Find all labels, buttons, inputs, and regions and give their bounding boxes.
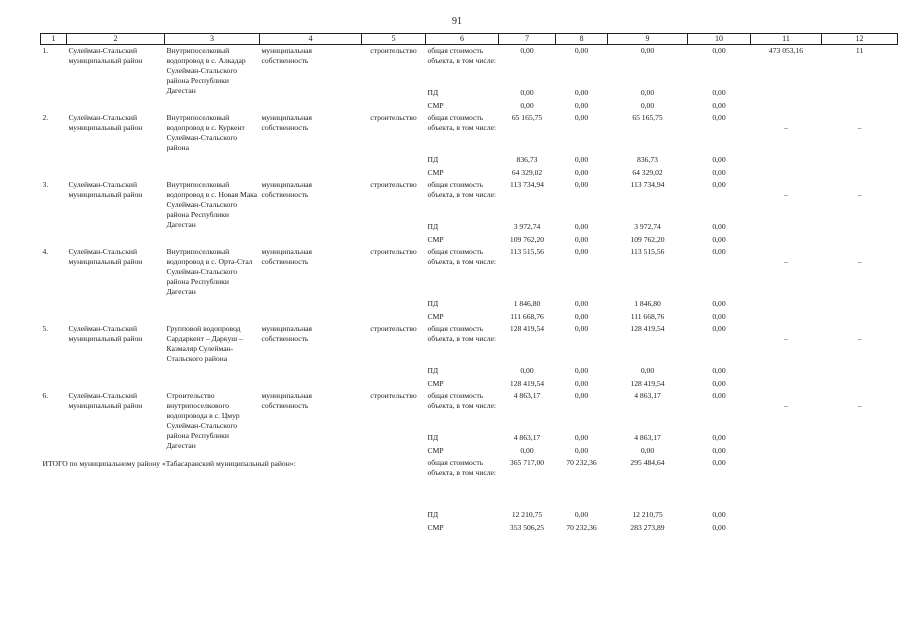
dash: – xyxy=(857,401,862,410)
object-cell: Строительство внутрипоселкового водопровода в с. Цмур Сулейман-Стальского района Республики Дагестан xyxy=(166,391,240,450)
col-header: 5 xyxy=(362,34,426,45)
pd-col7: 0,00 xyxy=(520,87,534,97)
pd-label: ПД xyxy=(427,365,439,375)
total-row xyxy=(41,457,898,508)
pd-col9: 12 210,75 xyxy=(632,509,663,519)
smr-col10: 0,00 xyxy=(712,378,726,388)
dash: – xyxy=(857,190,862,199)
smr-col7: 64 329,02 xyxy=(511,167,543,177)
col-header: 8 xyxy=(556,34,608,45)
smr-col7: 0,00 xyxy=(520,445,534,455)
pd-col10: 0,00 xyxy=(712,87,726,97)
value-col10: 0,00 xyxy=(712,113,726,122)
pd-col9: 1 846,80 xyxy=(634,298,661,308)
table-row xyxy=(41,112,898,153)
page-number: 91 xyxy=(452,16,462,27)
pd-col10: 0,00 xyxy=(712,509,726,519)
object-cell: Внутрипоселковый водопровод в с. Куркент Сулейман-Стальского района xyxy=(166,113,245,152)
pd-col9: 0,00 xyxy=(640,365,655,375)
dash: – xyxy=(784,401,788,410)
smr-col10: 0,00 xyxy=(712,522,726,532)
ownership-cell: муниципальная собственность xyxy=(261,113,313,132)
value-col8: 0,00 xyxy=(574,391,589,400)
smr-col8: 0,00 xyxy=(574,378,589,388)
dash: – xyxy=(857,257,862,266)
pd-col10: 0,00 xyxy=(712,154,726,164)
value-col8: 0,00 xyxy=(574,324,589,333)
district-cell: Сулейман-Стальский муниципальный район xyxy=(68,113,143,132)
work-type-cell: строительство xyxy=(362,45,426,113)
smr-col10: 0,00 xyxy=(712,311,726,321)
ownership-cell: муниципальная собственность xyxy=(260,45,362,113)
value-col10: 0,00 xyxy=(688,45,751,87)
pd-col9: 836,73 xyxy=(637,154,658,164)
pd-col10: 0,00 xyxy=(712,365,726,375)
pd-col7: 1 846,80 xyxy=(513,298,541,308)
pd-label: ПД xyxy=(427,87,439,97)
total-col7: 365 717,00 xyxy=(509,458,545,467)
empty-cell xyxy=(751,457,822,534)
pd-col9: 4 863,17 xyxy=(634,432,661,442)
table-row xyxy=(41,45,898,87)
district-cell: Сулейман-Стальский муниципальный район xyxy=(68,247,143,266)
work-type-cell: строительство xyxy=(370,391,417,400)
object-cell: Внутрипоселковый водопровод в с. Новая Мака Сулейман-Стальского района Республики Дагестан xyxy=(166,180,258,229)
district-cell: Сулейман-Стальский муниципальный район xyxy=(68,391,143,410)
value-col12 xyxy=(822,179,898,246)
district-cell: Сулейман-Стальский муниципальный район xyxy=(68,180,143,199)
value-col12 xyxy=(822,246,898,323)
value-col8: 0,00 xyxy=(556,45,608,87)
row-number: 3. xyxy=(42,180,49,189)
ownership-cell: муниципальная собственность xyxy=(261,247,313,266)
pd-col9: 0,00 xyxy=(640,87,655,97)
pd-col7: 0,00 xyxy=(520,365,534,375)
column-number-row xyxy=(41,34,898,45)
data-table xyxy=(40,33,898,534)
row-number: 4. xyxy=(42,247,49,256)
value-col11 xyxy=(751,112,822,179)
col-header: 1 xyxy=(41,34,67,45)
smr-label: СМР xyxy=(427,311,444,321)
value-col8: 0,00 xyxy=(574,113,589,122)
total-col9: 295 484,64 xyxy=(630,458,665,467)
pd-col8: 0,00 xyxy=(574,154,589,164)
table-row xyxy=(41,390,898,431)
total-col10: 0,00 xyxy=(712,458,726,467)
pd-label: ПД xyxy=(427,221,439,231)
value-col12 xyxy=(822,390,898,457)
smr-col7: 353 506,25 xyxy=(509,522,545,532)
smr-col9: 109 762,20 xyxy=(630,234,665,244)
value-col10: 0,00 xyxy=(712,180,726,189)
object-cell: Внутрипоселковый водопровод в с. Алкадар Сулейман-Стальского района Республики Дагестан xyxy=(165,45,260,113)
col-header: 2 xyxy=(67,34,165,45)
dash: – xyxy=(784,257,788,266)
dash: – xyxy=(784,123,788,132)
value-col9: 128 419,54 xyxy=(630,324,665,333)
row-number: 1. xyxy=(41,45,67,113)
value-col8: 0,00 xyxy=(574,247,589,256)
value-col11 xyxy=(751,390,822,457)
smr-label: СМР xyxy=(427,167,444,177)
ownership-cell: муниципальная собственность xyxy=(261,180,313,199)
pd-col10: 0,00 xyxy=(712,221,726,231)
row-number: 6. xyxy=(42,391,49,400)
work-type-cell: строительство xyxy=(370,180,417,189)
value-col7: 113 734,94 xyxy=(510,180,544,189)
smr-col9: 128 419,54 xyxy=(630,378,665,388)
pd-col9: 3 972,74 xyxy=(634,221,661,231)
smr-label: СМР xyxy=(427,378,444,388)
value-col9: 65 165,75 xyxy=(632,113,663,122)
value-col11: 473 053,16 xyxy=(751,45,822,113)
dash: – xyxy=(857,334,862,343)
smr-col9: 0,00 xyxy=(640,100,655,110)
cost-label: общая стоимость объекта, в том числе: xyxy=(427,391,497,410)
value-col9: 0,00 xyxy=(608,45,688,87)
work-type-cell: строительство xyxy=(370,247,417,256)
table-row xyxy=(41,179,898,220)
col-header: 7 xyxy=(499,34,556,45)
smr-col10: 0,00 xyxy=(712,234,726,244)
pd-col8: 0,00 xyxy=(574,87,589,97)
col-header: 11 xyxy=(751,34,822,45)
smr-col9: 0,00 xyxy=(640,445,655,455)
smr-col7: 128 419,54 xyxy=(509,378,545,388)
smr-col8: 70 232,36 xyxy=(566,522,597,532)
col-header: 6 xyxy=(426,34,499,45)
value-col9: 4 863,17 xyxy=(634,391,661,400)
value-col7: 0,00 xyxy=(499,45,556,87)
pd-label: ПД xyxy=(427,509,439,519)
smr-col9: 283 273,89 xyxy=(630,522,665,532)
object-cell: Групповой водопровод Сардаркент – Даркуш – Казмаляр Сулейман-Стальского района xyxy=(166,324,243,363)
value-col10: 0,00 xyxy=(712,247,726,256)
dash: – xyxy=(784,190,788,199)
smr-label: СМР xyxy=(427,522,444,532)
pd-col10: 0,00 xyxy=(712,298,726,308)
smr-col9: 64 329,02 xyxy=(632,167,663,177)
col-header: 3 xyxy=(165,34,260,45)
value-col10: 0,00 xyxy=(712,391,726,400)
smr-col10: 0,00 xyxy=(712,167,726,177)
pd-col8: 0,00 xyxy=(574,298,589,308)
total-col8: 70 232,36 xyxy=(566,458,597,467)
ownership-cell: муниципальная собственность xyxy=(261,324,313,343)
table-row xyxy=(41,323,898,364)
value-col7: 65 165,75 xyxy=(511,113,543,122)
value-col11 xyxy=(751,246,822,323)
smr-col8: 0,00 xyxy=(574,311,589,321)
pd-col8: 0,00 xyxy=(574,432,589,442)
cost-label: общая стоимость объекта, в том числе: xyxy=(427,113,497,132)
row-number: 2. xyxy=(42,113,49,122)
cost-label: общая стоимость объекта, в том числе: xyxy=(427,180,497,199)
empty-cell xyxy=(822,457,898,534)
smr-col7: 111 668,76 xyxy=(510,311,544,321)
object-cell: Внутрипоселковый водопровод в с. Орта-Стал Сулейман-Стальского района Республики Дагестан xyxy=(166,247,253,296)
pd-label: ПД xyxy=(427,432,439,442)
pd-col7: 4 863,17 xyxy=(513,432,541,442)
col-header: 12 xyxy=(822,34,898,45)
smr-label: СМР xyxy=(427,234,444,244)
cost-label: общая стоимость объекта, в том числе: xyxy=(426,45,499,87)
value-col12 xyxy=(822,323,898,390)
dash: – xyxy=(857,123,862,132)
smr-col8: 0,00 xyxy=(574,445,589,455)
col-header: 10 xyxy=(688,34,751,45)
pd-col10: 0,00 xyxy=(712,432,726,442)
work-type-cell: строительство xyxy=(370,113,417,122)
value-col7: 113 515,56 xyxy=(510,247,544,256)
value-col9: 113 515,56 xyxy=(630,247,665,256)
pd-label: ПД xyxy=(427,154,439,164)
value-col9: 113 734,94 xyxy=(630,180,665,189)
smr-col9: 111 668,76 xyxy=(630,311,665,321)
cost-label: общая стоимость объекта, в том числе: xyxy=(427,458,497,477)
total-label: ИТОГО по муниципальному району «Табасаранский муниципальный район»: xyxy=(42,459,296,468)
pd-label: ПД xyxy=(427,298,439,308)
col-header: 4 xyxy=(260,34,362,45)
col-header: 9 xyxy=(608,34,688,45)
cost-label: общая стоимость объекта, в том числе: xyxy=(427,324,497,343)
smr-col8: 0,00 xyxy=(574,234,589,244)
value-col11 xyxy=(751,323,822,390)
dash: – xyxy=(784,334,788,343)
district-cell: Сулейман-Стальский муниципальный район xyxy=(67,45,165,113)
smr-label: СМР xyxy=(427,445,444,455)
smr-col7: 0,00 xyxy=(520,100,534,110)
smr-col10: 0,00 xyxy=(712,445,726,455)
value-col7: 4 863,17 xyxy=(513,391,541,400)
pd-col8: 0,00 xyxy=(574,365,589,375)
ownership-cell: муниципальная собственность xyxy=(261,391,313,410)
work-type-cell: строительство xyxy=(370,324,417,333)
smr-col8: 0,00 xyxy=(574,100,589,110)
pd-col7: 836,73 xyxy=(516,154,538,164)
table-row xyxy=(41,246,898,297)
smr-col7: 109 762,20 xyxy=(509,234,545,244)
value-col10: 0,00 xyxy=(712,324,726,333)
cost-label: общая стоимость объекта, в том числе: xyxy=(427,247,497,266)
smr-label: СМР xyxy=(427,100,444,110)
pd-col8: 0,00 xyxy=(574,221,589,231)
district-cell: Сулейман-Стальский муниципальный район xyxy=(68,324,143,343)
value-col12 xyxy=(822,112,898,179)
value-col7: 128 419,54 xyxy=(509,324,545,333)
pd-col7: 12 210,75 xyxy=(511,509,543,519)
row-number: 5. xyxy=(42,324,49,333)
value-col8: 0,00 xyxy=(574,180,589,189)
smr-col8: 0,00 xyxy=(574,167,589,177)
pd-col7: 3 972,74 xyxy=(513,221,541,231)
smr-col10: 0,00 xyxy=(712,100,726,110)
value-col12: 11 xyxy=(822,45,898,113)
value-col11 xyxy=(751,179,822,246)
pd-col8: 0,00 xyxy=(574,509,589,519)
